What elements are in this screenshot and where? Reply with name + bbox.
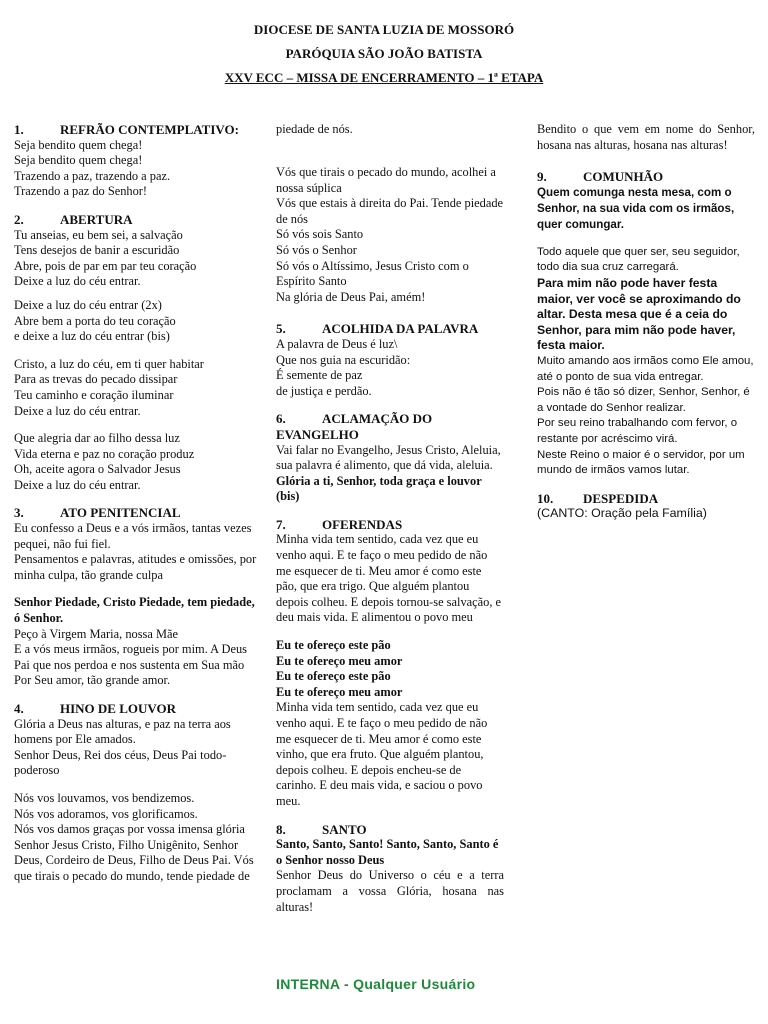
lyric-line: Tens desejos de banir a escuridão <box>14 243 180 258</box>
refrain-bold: Eu te ofereço meu amor <box>276 653 403 668</box>
lyric-line: E a vós meus irmãos, rogueis por mim. A Deus Pai que nos perdoa e nos sustenta em Sua mão <box>14 642 247 672</box>
column-3 <box>537 122 755 534</box>
lyric-line: Peço à Virgem Maria, nossa Mãe <box>14 626 178 641</box>
lyric-line: Pensamentos e palavras, atitudes e omissões, por minha culpa, tão grande culpa <box>14 552 257 582</box>
lyric-line: Senhor Deus, Rei dos céus, Deus Pai todo-poderoso <box>14 747 227 778</box>
lyric-line: Que nos guia na escuridão: <box>276 352 411 367</box>
lyric-line: Deixe a luz do céu entrar. <box>14 477 141 492</box>
section-comunhao <box>537 169 755 479</box>
lyric-paragraph: Pois não é tão só dizer, Senhor, Senhor, é a vontade do Senhor realizar. <box>537 386 750 414</box>
section-hino-continued <box>276 122 504 305</box>
lyric-line: Cristo, a luz do céu, em ti quer habitar <box>14 356 204 371</box>
section-heading: 1. REFRÃO CONTEMPLATIVO: <box>14 122 239 137</box>
lyric-line: Vós que estais à direita do Pai. Tende piedade de nós <box>276 196 504 226</box>
lyric-line: Na glória de Deus Pai, amém! <box>276 289 426 304</box>
lyric-line: Nós vos louvamos, vos bendizemos. <box>14 790 195 805</box>
lyric-line: Seja bendito quem chega! <box>14 153 143 168</box>
lyric-line: Que alegria dar ao filho dessa luz <box>14 431 180 446</box>
lyric-line: Eu confesso a Deus e a vós irmãos, tantas vezes pequei, não fui fiel. <box>14 521 252 551</box>
lyric-line: Deixe a luz do céu entrar. <box>14 274 141 289</box>
refrain-bold: Eu te ofereço este pão <box>276 638 391 653</box>
song-note: (CANTO: Oração pela Família) <box>537 506 707 521</box>
lyric-paragraph: Minha vida tem sentido, cada vez que eu venho aqui. E te faço o meu pedido de não me esquecer de ti. Meu amor é como este pão, que era trigo. Que alguém plantou depois colheu. E depois tornou-se salvação, e deu mais vida. E alimentou o povo meu <box>276 532 502 625</box>
section-aclamacao <box>276 411 504 505</box>
section-heading: 6. ACLAMAÇÃO DO EVANGELHO <box>276 411 433 442</box>
refrain-bold: Santo, Santo, Santo! Santo, Santo, Santo é o Senhor nosso Deus <box>276 837 499 867</box>
lyric-line: É semente de paz <box>276 368 363 383</box>
lyric-line: Vida eterna e paz no coração produz <box>14 446 195 461</box>
document-header <box>0 18 768 90</box>
section-oferendas <box>276 517 504 810</box>
lyric-line: Abre, pois de par em par teu coração <box>14 258 197 273</box>
refrain-bold: Senhor Piedade, Cristo Piedade, tem piedade, ó Senhor. <box>14 595 255 626</box>
lyric-line: A palavra de Deus é luz\ <box>276 336 398 351</box>
lyric-line: Deixe a luz do céu entrar. <box>14 403 141 418</box>
classification-watermark: INTERNA - Qualquer Usuário <box>276 976 476 992</box>
section-heading: 3. ATO PENITENCIAL <box>14 505 181 521</box>
lyric-line: Deixe a luz do céu entrar (2x) <box>14 297 162 312</box>
section-heading: 9. COMUNHÃO <box>537 169 664 185</box>
section-heading: 10. DESPEDIDA <box>537 490 659 506</box>
lyric-line: Para as trevas do pecado dissipar <box>14 372 178 387</box>
lyric-paragraph: Minha vida tem sentido, cada vez que eu venho aqui. E te faço o meu pedido de não me esquecer de ti. Meu amor é como este vinho, que era fruto. Que alguém plantou, depois colheu. E depois encheu-se de carinho. E deu mais vida, e saciou o povo meu. <box>276 700 488 808</box>
lyric-line: Nós vos adoramos, vos glorificamos. <box>14 806 198 821</box>
section-heading: 2. ABERTURA <box>14 211 133 227</box>
lyric-line <box>276 122 504 153</box>
section-heading: 5. ACOLHIDA DA PALAVRA <box>276 321 479 337</box>
lyric-line: Trazendo a paz do Senhor! <box>14 184 148 199</box>
lyric-line: Senhor Jesus Cristo, Filho Unigênito, Senhor Deus, Cordeiro de Deus, Filho de Deus Pai. Vós que tirais o pecado do mundo, tende piedade de <box>14 837 254 883</box>
diocese-title: DIOCESE DE SANTA LUZIA DE MOSSORÓ <box>253 22 515 37</box>
refrain-bold: Para mim não pode haver festa maior, ver você se aproximando do altar. Desta mesa que é a ceia do Senhor, para mim não pode haver, festa maior. <box>537 275 741 353</box>
lyric-paragraph: Todo aquele que quer ser, seu seguidor, todo dia sua cruz carregará. <box>537 245 740 274</box>
lyric-paragraph: Senhor Deus do Universo o céu e a terra proclamam a vossa Glória, hosana nas alturas! <box>276 868 504 914</box>
lyric-line: Tu anseias, eu bem sei, a salvação <box>14 227 183 242</box>
lyric-line: Vós que tirais o pecado do mundo, acolhei a nossa súplica <box>276 165 496 195</box>
section-santo <box>276 822 504 916</box>
section-santo-continued <box>537 122 755 153</box>
lyric-line: Vai falar no Evangelho, Jesus Cristo, Aleluia, sua palavra é alimento, que dá vida, aleluia. <box>276 442 501 473</box>
lyric-line: Seja bendito quem chega! <box>14 137 143 152</box>
section-refrao <box>14 122 258 200</box>
intro-bold: Quem comunga nesta mesa, com o Senhor, na sua vida com os irmãos, quer comungar. <box>537 185 735 231</box>
refrain-bold: Eu te ofereço este pão <box>276 669 391 684</box>
column-2 <box>276 122 504 927</box>
section-heading: 7. OFERENDAS <box>276 516 403 532</box>
lyric-line: Abre bem a porta do teu coração <box>14 313 176 328</box>
section-heading: 8. SANTO <box>276 821 367 837</box>
lyric-line: Teu caminho e coração iluminar <box>14 387 174 402</box>
lyric-paragraph: Por seu reino trabalhando com fervor, o restante por acréscimo virá. <box>537 417 738 445</box>
section-hino <box>14 701 258 884</box>
lyric-line: Só vós o Altíssimo, Jesus Cristo com o Espírito Santo <box>276 258 469 289</box>
lyric-line: de justiça e perdão. <box>276 383 372 398</box>
section-ato-penitencial <box>14 505 258 689</box>
section-acolhida <box>276 321 504 399</box>
refrain-bold: Eu te ofereço meu amor <box>276 684 403 699</box>
lyric-line: Só vós sois Santo <box>276 227 364 242</box>
lyric-paragraph: Bendito o que vem em nome do Senhor, hosana nas alturas, hosana nas alturas! <box>537 122 755 152</box>
lyric-paragraph: Muito amando aos irmãos como Ele amou, até o ponto de sua vida entregar. <box>537 354 754 383</box>
section-despedida <box>537 491 755 522</box>
continued-text: piedade de nós. <box>276 122 353 136</box>
section-heading: 4. HINO DE LOUVOR <box>14 701 177 716</box>
lyric-line: Oh, aceite agora o Salvador Jesus <box>14 462 181 477</box>
section-abertura <box>14 212 258 494</box>
parish-title: PARÓQUIA SÃO JOÃO BATISTA <box>285 46 483 61</box>
lyric-line: Trazendo a paz, trazendo a paz. <box>14 168 171 183</box>
refrain-bold: Glória a ti, Senhor, toda graça e louvor (bis) <box>276 473 482 504</box>
lyric-line: Glória a Deus nas alturas, e paz na terra aos homens por Ele amados. <box>14 716 231 747</box>
lyric-paragraph: Neste Reino o maior é o servidor, por um mundo de irmãos vamos lutar. <box>537 448 745 477</box>
lyric-line: e deixe a luz do céu entrar (bis) <box>14 329 170 344</box>
column-1 <box>14 122 258 896</box>
lyric-line: Por Seu amor, tão grande amor. <box>14 673 171 688</box>
event-title: XXV ECC – MISSA DE ENCERRAMENTO – 1ª ETAPA <box>224 70 544 85</box>
lyric-line: Nós vos damos graças por vossa imensa glória <box>14 822 245 837</box>
lyric-line: Só vós o Senhor <box>276 242 357 257</box>
